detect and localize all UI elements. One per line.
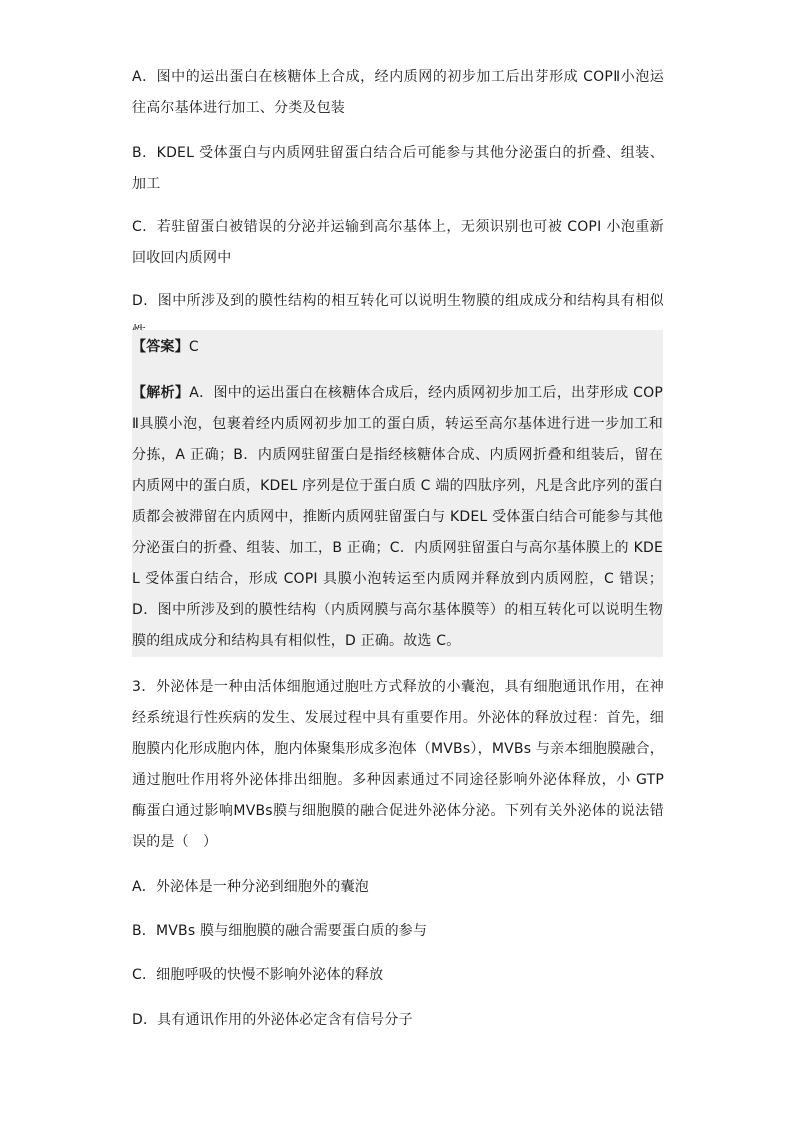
answer-value: C xyxy=(188,339,199,355)
question-3-option-a: A．外泌体是一种分泌到细胞外的囊泡 xyxy=(132,879,369,895)
question-3-option-c: C．细胞呼吸的快慢不影响外泌体的释放 xyxy=(132,967,384,983)
analysis-label: 【解析】 xyxy=(132,385,190,401)
option-c-prev: C．若驻留蛋白被错误的分泌并运输到高尔基体上，无须识别也可被 COPI 小泡重新回收回内质网中 xyxy=(132,219,664,266)
answer-label: 【答案】 xyxy=(132,339,189,355)
question-3-stem: 3．外泌体是一种由活体细胞通过胞吐方式释放的小囊泡，具有细胞通讯作用，在神经系统退行性疾病的发生、发展过程中具有重要作用。外泌体的释放过程：首先，细胞膜内化形成胞内体，胞内体聚集形成多泡体（MVBs），MVBs 与亲本细胞膜融合，通过胞吐作用将外泌体排出细胞。多种因素通过不同途径影响外泌体释放，小 GTP 酶蛋白通过影响MVBs膜与细胞膜的融合促进外泌体分泌。下列有关外泌体的说法错误的是（ ） xyxy=(132,679,664,850)
option-d-prev: D．图中所涉及到的膜性结构的相互转化可以说明生物膜的组成成分和结构具有相似 xyxy=(132,293,664,309)
answer-panel xyxy=(132,330,663,657)
option-b-prev: B．KDEL 受体蛋白与内质网驻留蛋白结合后可能参与其他分泌蛋白的折叠、组装、加工 xyxy=(132,145,664,192)
question-3-option-b: B．MVBs 膜与细胞膜的融合需要蛋白质的参与 xyxy=(132,923,428,939)
question-3-option-d: D．具有通讯作用的外泌体必定含有信号分子 xyxy=(132,1012,413,1028)
analysis-text-block xyxy=(132,378,663,657)
analysis-text: A．图中的运出蛋白在核糖体合成后，经内质网初步加工后，出芽形成 COPⅡ具膜小泡，包裹着经内质网初步加工的蛋白质，转运至高尔基体进行进一步加工和分拣，A 正确；B．内质网驻留蛋白是指经核糖体合成、内质网折叠和组装后，留在内质网中的蛋白质，KDEL 序列是位于蛋白质 C 端的四肽序列，凡是含此序列的蛋白质都会被滞留在内质网中，推断内质网驻留蛋白与 KDEL 受体蛋白结合可能参与其他分泌蛋白的折叠、组装、加工，B 正确；C．内质网驻留蛋白与高尔基体膜上的 KDEL 受体蛋白结合，形成 COPI 具膜小泡转运至内质网并释放到内质网腔，C 错误；D．图中所涉及到的膜性结构（内质网膜与高尔基体膜等）的相互转化可以说明生物膜的组成成分和结构具有相似性，D 正确。故选 C。 xyxy=(132,385,663,649)
option-a-prev: A．图中的运出蛋白在核糖体上合成，经内质网的初步加工后出芽形成 COPⅡ小泡运往高尔基体进行加工、分类及包装 xyxy=(132,69,664,116)
answer-line xyxy=(132,332,663,363)
